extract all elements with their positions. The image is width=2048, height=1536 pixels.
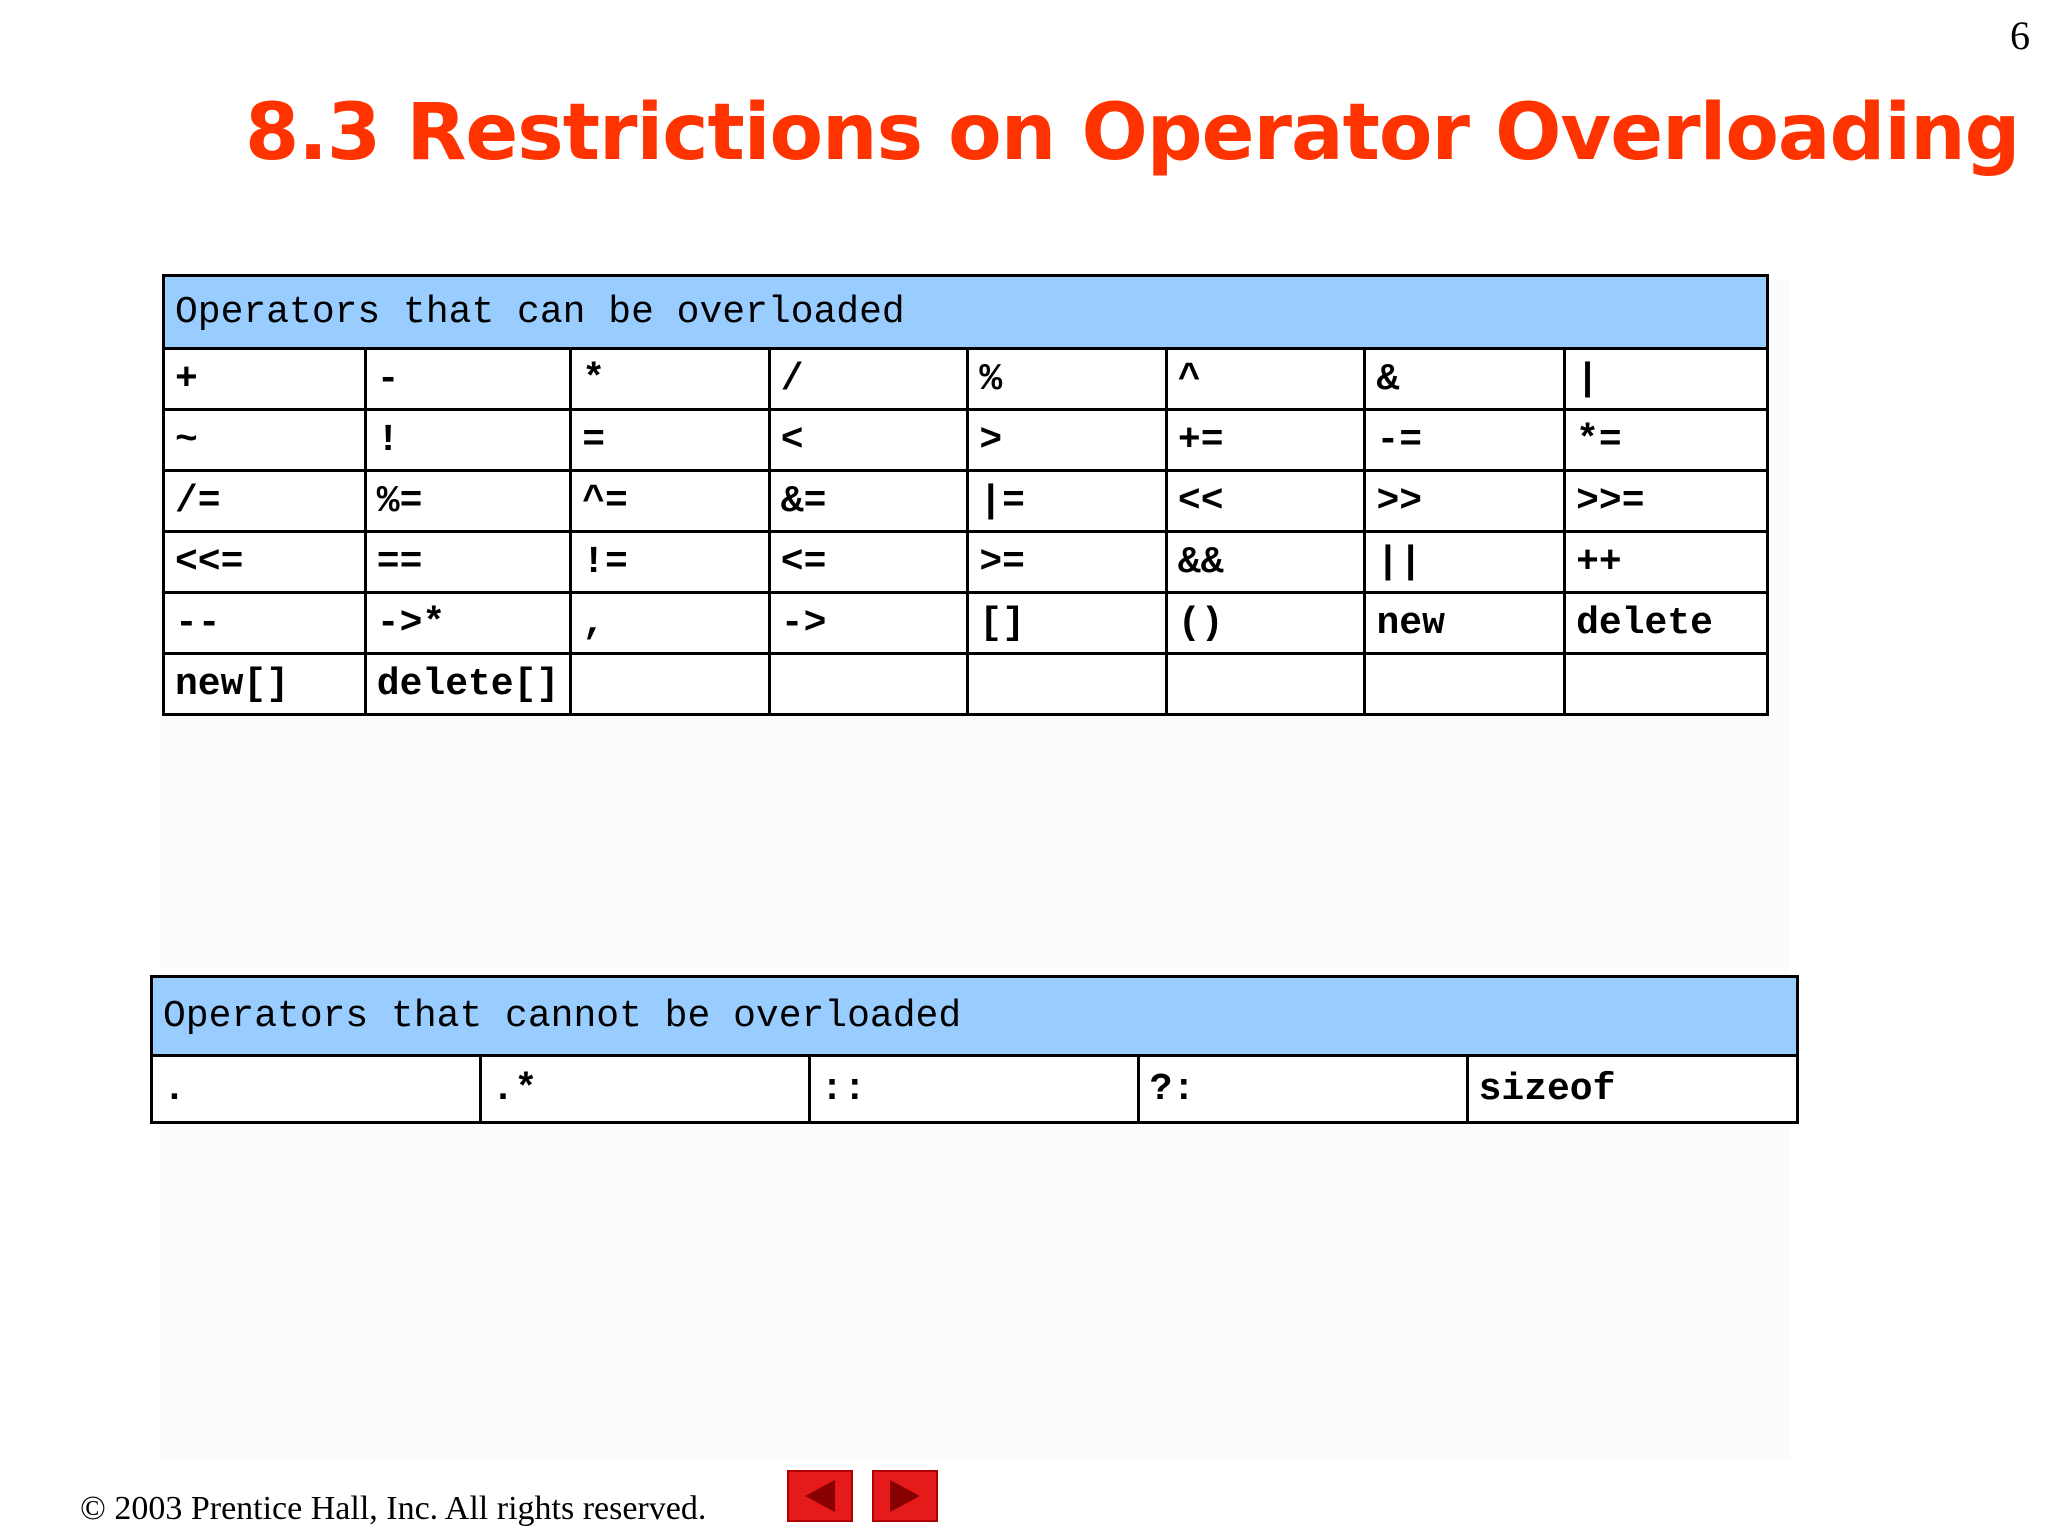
operator-cell: &= [769, 471, 968, 532]
table-row [164, 532, 1768, 593]
operator-cell: new [1365, 593, 1565, 654]
slide-title: 8.3 Restrictions on Operator Overloading [245, 88, 2020, 178]
operator-cell: / [769, 349, 968, 410]
operator-cell: && [1166, 532, 1365, 593]
operator-cell: delete[] [365, 654, 570, 715]
operator-cell: >>= [1565, 471, 1768, 532]
operator-cell: ! [365, 410, 570, 471]
operator-cell: || [1365, 532, 1565, 593]
operator-cell: -- [164, 593, 366, 654]
operator-cell: != [571, 532, 770, 593]
operator-cell [571, 654, 770, 715]
operator-cell: % [968, 349, 1167, 410]
operator-cell: = [571, 410, 770, 471]
table-header-row [164, 276, 1768, 349]
operator-cell: + [164, 349, 366, 410]
operator-cell [1565, 654, 1768, 715]
operator-cell: /= [164, 471, 366, 532]
operator-cell [968, 654, 1167, 715]
previous-slide-button[interactable] [787, 1470, 853, 1522]
operator-cell [769, 654, 968, 715]
operator-cell: -= [1365, 410, 1565, 471]
table-header: Operators that cannot be overloaded [152, 977, 1798, 1056]
operator-cell: sizeof [1467, 1056, 1797, 1123]
copyright-footer: © 2003 Prentice Hall, Inc. All rights reserved. [80, 1490, 707, 1527]
operator-cell: *= [1565, 410, 1768, 471]
right-arrow-icon [890, 1480, 920, 1512]
operator-cell: ++ [1565, 532, 1768, 593]
operator-cell: < [769, 410, 968, 471]
operator-cell: >> [1365, 471, 1565, 532]
table-row [164, 593, 1768, 654]
operator-cell: | [1565, 349, 1768, 410]
operator-cell [1166, 654, 1365, 715]
operator-cell: & [1365, 349, 1565, 410]
operator-cell: -> [769, 593, 968, 654]
operator-cell: << [1166, 471, 1365, 532]
page-number: 6 [2010, 13, 2030, 58]
table-header-row [152, 977, 1798, 1056]
table-header: Operators that can be overloaded [164, 276, 1768, 349]
operator-cell: ~ [164, 410, 366, 471]
table-row [152, 1056, 1798, 1123]
operator-cell [1365, 654, 1565, 715]
operator-cell: %= [365, 471, 570, 532]
operator-cell: ^= [571, 471, 770, 532]
operator-cell: > [968, 410, 1167, 471]
overloadable-operators-table [162, 274, 1769, 716]
operator-cell: () [1166, 593, 1365, 654]
operator-cell: ^ [1166, 349, 1365, 410]
operator-cell: delete [1565, 593, 1768, 654]
operator-cell: :: [809, 1056, 1138, 1123]
operator-cell: .* [480, 1056, 809, 1123]
table-row [164, 471, 1768, 532]
operator-cell: |= [968, 471, 1167, 532]
table-row [164, 349, 1768, 410]
table-row [164, 654, 1768, 715]
operator-cell: [] [968, 593, 1167, 654]
non-overloadable-operators-table [150, 975, 1799, 1124]
operator-cell: * [571, 349, 770, 410]
operator-cell: . [152, 1056, 481, 1123]
table-row [164, 410, 1768, 471]
operator-cell: <= [769, 532, 968, 593]
operator-cell: += [1166, 410, 1365, 471]
next-slide-button[interactable] [872, 1470, 938, 1522]
left-arrow-icon [805, 1480, 835, 1512]
operator-cell: == [365, 532, 570, 593]
operator-cell: >= [968, 532, 1167, 593]
operator-cell: new[] [164, 654, 366, 715]
operator-cell: - [365, 349, 570, 410]
operator-cell: <<= [164, 532, 366, 593]
operator-cell: , [571, 593, 770, 654]
operator-cell: ->* [365, 593, 570, 654]
operator-cell: ?: [1138, 1056, 1467, 1123]
